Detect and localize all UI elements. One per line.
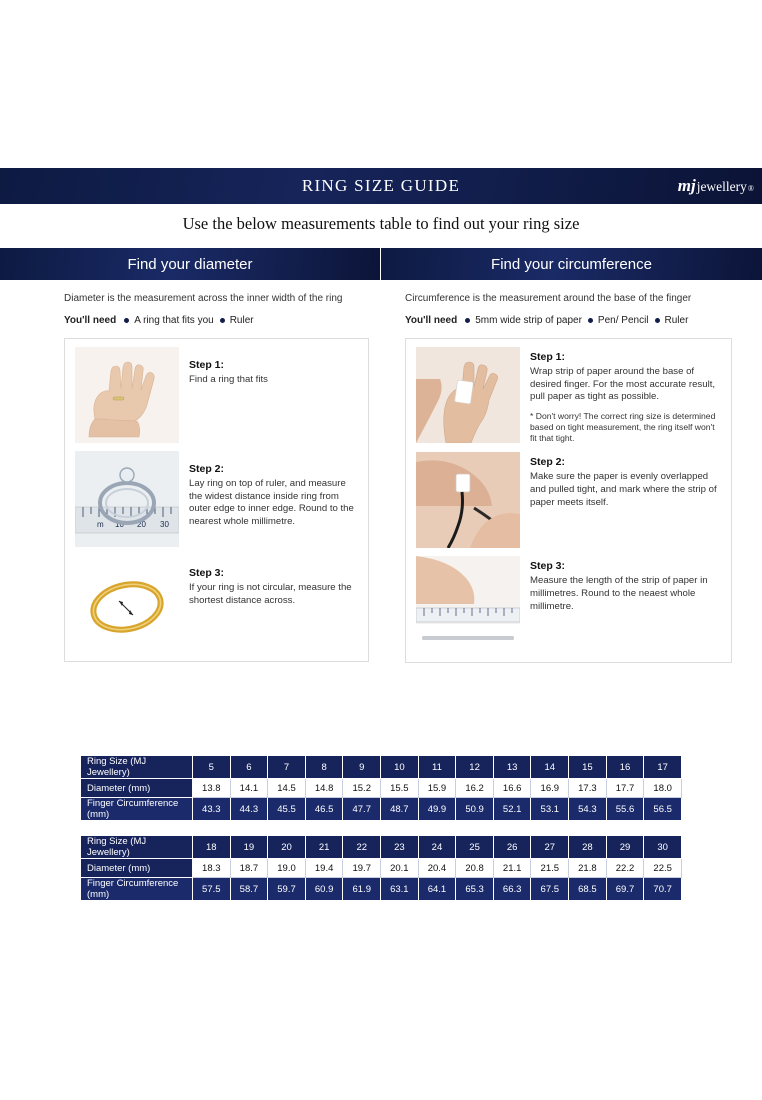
diameter-cell: 16.2 (456, 779, 494, 798)
diameter-needs-label: You'll need (64, 315, 117, 326)
ring-size-cell: 10 (381, 756, 419, 779)
ring-size-cell: 28 (569, 836, 607, 859)
circumference-cell: 59.7 (268, 878, 306, 901)
size-table-1 (80, 755, 682, 821)
row-label-ring-size: Ring Size (MJ Jewellery) (81, 756, 193, 779)
diameter-step-1 (75, 347, 358, 443)
wrap-paper-illustration (416, 347, 520, 443)
marking-paper-strip-photo (416, 452, 520, 548)
diameter-cell: 19.0 (268, 859, 306, 878)
page-subtitle: Use the below measurements table to find out your ring size (0, 204, 762, 244)
circumference-step-1-title: Step 1: (530, 351, 566, 363)
circumference-cell: 63.1 (381, 878, 419, 901)
diameter-cell: 17.7 (606, 779, 644, 798)
circumference-cell: 47.7 (343, 798, 381, 821)
diameter-step-2-body: Lay ring on top of ruler, and measure the widest distance inside ring from outer edge to inner edge. Round to the nearest whole millimetre. (189, 478, 354, 527)
diameter-cell: 20.4 (418, 859, 456, 878)
svg-text:m: m (97, 520, 104, 529)
row-label-circumference: Finger Circumference (mm) (81, 878, 193, 901)
ring-size-cell: 23 (381, 836, 419, 859)
diameter-cell: 18.0 (644, 779, 682, 798)
ring-size-cell: 13 (493, 756, 531, 779)
ring-size-cell: 11 (418, 756, 456, 779)
circumference-cell: 69.7 (606, 878, 644, 901)
table-row (81, 798, 682, 821)
circumference-needs-label: You'll need (405, 315, 458, 326)
bullet-icon (655, 318, 660, 323)
bullet-icon (124, 318, 129, 323)
ring-size-cell: 8 (305, 756, 343, 779)
hand-illustration (75, 347, 179, 443)
mark-strip-illustration (416, 452, 520, 548)
circumference-step-2-body: Make sure the paper is evenly overlapped and pulled tight, and mark where the strip of paper meets itself. (530, 471, 717, 508)
table-row (81, 859, 682, 878)
ring-size-cell: 17 (644, 756, 682, 779)
diameter-cell: 21.5 (531, 859, 569, 878)
ring-size-cell: 9 (343, 756, 381, 779)
gold-ring-photo (75, 555, 179, 651)
page-title: RING SIZE GUIDE (301, 176, 461, 195)
circumference-step-1 (416, 347, 721, 444)
circumference-cell: 48.7 (381, 798, 419, 821)
paper-strip-on-finger-photo (416, 347, 520, 443)
circumference-step-1-text (530, 347, 721, 444)
circumference-step-3-text (530, 556, 721, 613)
diameter-cell: 22.2 (606, 859, 644, 878)
ring-size-cell: 16 (606, 756, 644, 779)
diameter-cell: 14.1 (230, 779, 268, 798)
diameter-cell: 22.5 (644, 859, 682, 878)
ring-size-cell: 20 (268, 836, 306, 859)
diameter-step-3 (75, 555, 358, 651)
brand-registered-mark: ® (747, 184, 754, 193)
circumference-cell: 60.9 (305, 878, 343, 901)
svg-text:10: 10 (115, 520, 124, 529)
circumference-cell: 43.3 (193, 798, 231, 821)
brand-name: jewellery (696, 179, 747, 194)
circumference-cell: 58.7 (230, 878, 268, 901)
section-header-circumference: Find your circumference (381, 248, 762, 280)
diameter-step-3-title: Step 3: (189, 567, 225, 579)
diameter-cell: 17.3 (569, 779, 607, 798)
diameter-cell: 20.1 (381, 859, 419, 878)
diameter-cell: 21.8 (569, 859, 607, 878)
diameter-cell: 18.7 (230, 859, 268, 878)
circumference-cell: 45.5 (268, 798, 306, 821)
circumference-cell: 66.3 (493, 878, 531, 901)
diameter-cell: 16.6 (493, 779, 531, 798)
circumference-cell: 50.9 (456, 798, 494, 821)
ring-size-cell: 30 (644, 836, 682, 859)
diameter-step-2-text (189, 451, 358, 529)
bullet-icon (465, 318, 470, 323)
table-row (81, 836, 682, 859)
diameter-cell: 20.8 (456, 859, 494, 878)
row-label-diameter: Diameter (mm) (81, 859, 193, 878)
circumference-cell: 64.1 (418, 878, 456, 901)
circumference-cell: 61.9 (343, 878, 381, 901)
diameter-step-2-title: Step 2: (189, 463, 225, 475)
header-bar (0, 168, 762, 204)
diameter-need-0: A ring that fits you (134, 315, 214, 326)
diameter-cell: 14.8 (305, 779, 343, 798)
diameter-step-3-body: If your ring is not circular, measure the shortest distance across. (189, 582, 352, 606)
circumference-cell: 67.5 (531, 878, 569, 901)
ring-size-cell: 27 (531, 836, 569, 859)
diameter-cell: 21.1 (493, 859, 531, 878)
ring-size-cell: 26 (493, 836, 531, 859)
row-label-diameter: Diameter (mm) (81, 779, 193, 798)
circumference-description: Circumference is the measurement around the base of the finger (405, 293, 692, 304)
diameter-step-3-text (189, 555, 358, 607)
diameter-cell: 18.3 (193, 859, 231, 878)
diameter-materials (64, 315, 369, 326)
ring-size-cell: 25 (456, 836, 494, 859)
circumference-cell: 44.3 (230, 798, 268, 821)
circumference-cell: 53.1 (531, 798, 569, 821)
circumference-cell: 55.6 (606, 798, 644, 821)
diameter-cell: 15.5 (381, 779, 419, 798)
ring-size-cell: 19 (230, 836, 268, 859)
ring-on-ruler-illustration (75, 451, 179, 547)
ring-size-cell: 24 (418, 836, 456, 859)
diameter-cell: 16.9 (531, 779, 569, 798)
section-headers (0, 248, 762, 280)
size-table-2 (80, 835, 682, 901)
instruction-columns (0, 292, 762, 663)
circumference-need-2: Ruler (664, 315, 689, 326)
paper-strip-on-ruler-photo (416, 556, 520, 652)
diameter-step-1-text (189, 347, 358, 387)
section-header-diameter: Find your diameter (0, 248, 381, 280)
circumference-step-3-title: Step 3: (530, 560, 566, 573)
circumference-cell: 57.5 (193, 878, 231, 901)
diameter-need-1: Ruler (229, 315, 254, 326)
diameter-cell: 13.8 (193, 779, 231, 798)
circumference-cell: 54.3 (569, 798, 607, 821)
circumference-cell: 70.7 (644, 878, 682, 901)
brand-logo (678, 176, 754, 196)
diameter-cell: 14.5 (268, 779, 306, 798)
table-row (81, 756, 682, 779)
bullet-icon (220, 318, 225, 323)
ring-size-cell: 7 (268, 756, 306, 779)
circumference-cell: 65.3 (456, 878, 494, 901)
hand-with-ring-photo (75, 347, 179, 443)
circumference-cell: 46.5 (305, 798, 343, 821)
diameter-cell: 19.7 (343, 859, 381, 878)
diameter-step-1-body: Find a ring that fits (189, 374, 268, 385)
circumference-need-0: 5mm wide strip of paper (475, 315, 582, 326)
column-diameter (0, 292, 381, 663)
size-tables (80, 755, 682, 915)
ring-size-cell: 29 (606, 836, 644, 859)
diameter-step-2 (75, 451, 358, 547)
diameter-steps-box (64, 338, 369, 662)
circumference-step-2 (416, 452, 721, 548)
ring-size-cell: 15 (569, 756, 607, 779)
circumference-step-2-text (530, 452, 721, 509)
ring-size-cell: 18 (193, 836, 231, 859)
svg-text:30: 30 (160, 520, 169, 529)
table-row (81, 878, 682, 901)
circumference-step-3-body: Measure the length of the strip of paper in millimetres. Round to the neaest whole millimetre. (530, 575, 708, 612)
ring-size-cell: 22 (343, 836, 381, 859)
circumference-step-2-title: Step 2: (530, 456, 566, 469)
ring-on-ruler-photo (75, 451, 179, 547)
brand-mj: mj (677, 176, 696, 195)
ring-size-cell: 21 (305, 836, 343, 859)
diameter-description: Diameter is the measurement across the inner width of the ring (64, 293, 343, 304)
diameter-cell: 15.9 (418, 779, 456, 798)
svg-text:20: 20 (137, 520, 146, 529)
measure-strip-illustration (416, 556, 520, 652)
gold-ring-illustration (75, 555, 179, 651)
ring-size-cell: 14 (531, 756, 569, 779)
circumference-need-1: Pen/ Pencil (597, 315, 649, 326)
diameter-cell: 19.4 (305, 859, 343, 878)
ring-size-cell: 6 (230, 756, 268, 779)
circumference-cell: 49.9 (418, 798, 456, 821)
circumference-cell: 52.1 (493, 798, 531, 821)
circumference-step-1-note: * Don't worry! The correct ring size is determined based on tight measurement, the ring itself won't fit that tight. (530, 410, 716, 444)
column-circumference (381, 292, 762, 663)
circumference-cell: 68.5 (569, 878, 607, 901)
ring-size-cell: 5 (193, 756, 231, 779)
table-row (81, 779, 682, 798)
diameter-step-1-title: Step 1: (189, 359, 225, 371)
circumference-step-3 (416, 556, 721, 652)
circumference-step-1-body: Wrap strip of paper around the base of desired finger. For the most accurate result, pull paper as tight as possible. (530, 366, 716, 403)
diameter-cell: 15.2 (343, 779, 381, 798)
circumference-materials (405, 315, 732, 326)
ring-size-cell: 12 (456, 756, 494, 779)
row-label-ring-size: Ring Size (MJ Jewellery) (81, 836, 193, 859)
circumference-steps-box (405, 338, 732, 663)
bullet-icon (588, 318, 593, 323)
circumference-cell: 56.5 (644, 798, 682, 821)
row-label-circumference: Finger Circumference (mm) (81, 798, 193, 821)
